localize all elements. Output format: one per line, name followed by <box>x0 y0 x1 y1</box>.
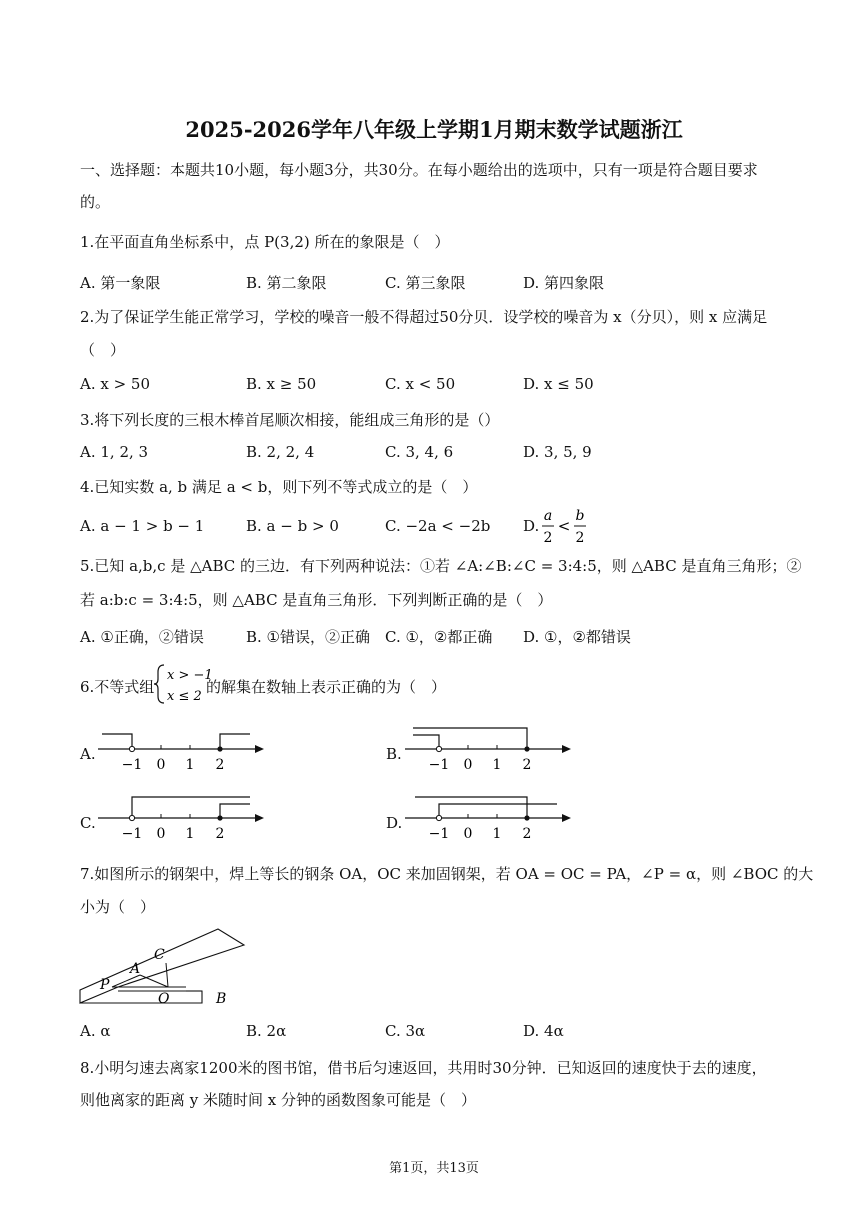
question-6-numberline-c <box>98 794 268 844</box>
figure-label-p: P <box>100 977 110 993</box>
question-1-stem: 1.在平面直角坐标系中，点 P(3,2) 所在的象限是（ ） <box>80 233 450 251</box>
question-6-numberline-a <box>98 725 268 775</box>
question-5-option-d: D. ①，②都错误 <box>523 628 631 646</box>
question-2-option-b: B. x ≥ 50 <box>246 375 317 393</box>
svg-text:2: 2 <box>522 826 532 842</box>
question-2-stem-line2: （ ） <box>80 341 126 359</box>
svg-text:1: 1 <box>492 757 502 773</box>
question-7-stem-line2: 小为（ ） <box>80 898 156 916</box>
question-4-option-d-fraction <box>540 506 590 550</box>
figure-label-b: B <box>216 991 227 1007</box>
svg-text:−1: −1 <box>428 757 450 773</box>
svg-text:1: 1 <box>185 757 195 773</box>
svg-text:1: 1 <box>185 826 195 842</box>
question-7-option-d: D. 4α <box>523 1022 564 1040</box>
question-7-stem-line1: 7.如图所示的钢架中，焊上等长的钢条 OA，OC 来加固钢架，若 OA = OC = PA，∠P = α，则 ∠BOC 的大 <box>80 865 814 883</box>
question-4-option-a: A. a − 1 > b − 1 <box>80 517 205 535</box>
question-7-option-c: C. 3α <box>385 1022 426 1040</box>
question-6-stem-suffix: 的解集在数轴上表示正确的为（ ） <box>206 678 447 696</box>
svg-text:0: 0 <box>463 757 473 773</box>
svg-text:a: a <box>543 508 553 524</box>
svg-text:2: 2 <box>215 826 225 842</box>
question-6-system-line2: x ≤ 2 <box>167 689 202 704</box>
question-6-option-c-label: C. <box>80 814 96 832</box>
svg-text:1: 1 <box>492 826 502 842</box>
question-3-option-a: A. 1, 2, 3 <box>80 443 149 461</box>
question-8-stem-line1: 8.小明匀速去离家1200米的图书馆，借书后匀速返回，共用时30分钟．已知返回的速度快于去的速度， <box>80 1059 767 1077</box>
question-4-option-c: C. −2a < −2b <box>385 517 491 535</box>
question-4-stem: 4.已知实数 a, b 满足 a < b，则下列不等式成立的是（ ） <box>80 478 478 496</box>
svg-text:−1: −1 <box>121 757 143 773</box>
question-3-option-c: C. 3, 4, 6 <box>385 443 454 461</box>
svg-text:2: 2 <box>522 757 532 773</box>
question-4-option-d: D. <box>523 517 540 535</box>
svg-text:0: 0 <box>156 757 166 773</box>
question-1-option-b: B. 第二象限 <box>246 274 327 292</box>
svg-text:0: 0 <box>463 826 473 842</box>
svg-text:<: < <box>557 517 571 535</box>
question-3-stem: 3.将下列长度的三根木棒首尾顺次相接，能组成三角形的是（） <box>80 411 500 429</box>
page-footer: 第1页，共13页 <box>389 1161 479 1176</box>
section-instructions-line1: 一、选择题：本题共10小题，每小题3分，共30分。在每小题给出的选项中，只有一项是符合题目要求 <box>80 161 758 179</box>
question-4-option-b: B. a − b > 0 <box>246 517 339 535</box>
question-5-stem-line2: 若 a:b:c = 3:4:5，则 △ABC 是直角三角形．下列判断正确的是（ ） <box>80 591 553 609</box>
question-6-numberline-b <box>405 725 575 775</box>
question-5-stem-line1: 5.已知 a,b,c 是 △ABC 的三边．有下列两种说法：①若 ∠A:∠B:∠C = 3:4:5，则 △ABC 是直角三角形；② <box>80 557 802 575</box>
question-2-option-a: A. x > 50 <box>80 375 151 393</box>
question-1-option-d: D. 第四象限 <box>523 274 605 292</box>
question-6-system-brace <box>154 662 213 706</box>
figure-label-a: A <box>130 961 141 977</box>
question-2-option-d: D. x ≤ 50 <box>523 375 594 393</box>
question-3-option-d: D. 3, 5, 9 <box>523 443 592 461</box>
question-7-option-b: B. 2α <box>246 1022 287 1040</box>
question-7-steel-frame-figure <box>78 925 248 1007</box>
question-8-stem-line2: 则他离家的距离 y 米随时间 x 分钟的函数图象可能是（ ） <box>80 1091 477 1109</box>
section-instructions-line2: 的。 <box>80 193 111 211</box>
question-5-option-b: B. ①错误，②正确 <box>246 628 371 646</box>
question-6-numberline-d <box>405 794 575 844</box>
question-1-option-a: A. 第一象限 <box>80 274 161 292</box>
svg-text:−1: −1 <box>428 826 450 842</box>
svg-text:−1: −1 <box>121 826 143 842</box>
svg-text:2: 2 <box>543 530 553 546</box>
svg-text:2: 2 <box>215 757 225 773</box>
question-6-system-line1: x > −1 <box>167 668 213 683</box>
question-6-option-d-label: D. <box>386 814 403 832</box>
question-5-option-c: C. ①，②都正确 <box>385 628 493 646</box>
page-title: 2025-2026学年八年级上学期1月期末数学试题浙江 <box>185 117 683 142</box>
figure-label-c: C <box>154 947 165 963</box>
question-2-stem-line1: 2.为了保证学生能正常学习，学校的噪音一般不得超过50分贝．设学校的噪音为 x（分贝），则 x 应满足 <box>80 308 768 326</box>
figure-label-o: O <box>158 991 170 1007</box>
svg-text:b: b <box>575 508 585 524</box>
question-1-option-c: C. 第三象限 <box>385 274 466 292</box>
question-6-stem-prefix: 6.不等式组 <box>80 678 155 696</box>
question-5-option-a: A. ①正确，②错误 <box>80 628 204 646</box>
question-6-option-b-label: B. <box>386 745 402 763</box>
svg-text:2: 2 <box>575 530 585 546</box>
question-3-option-b: B. 2, 2, 4 <box>246 443 315 461</box>
question-2-option-c: C. x < 50 <box>385 375 456 393</box>
question-6-option-a-label: A. <box>80 745 96 763</box>
question-7-option-a: A. α <box>80 1022 111 1040</box>
svg-text:0: 0 <box>156 826 166 842</box>
